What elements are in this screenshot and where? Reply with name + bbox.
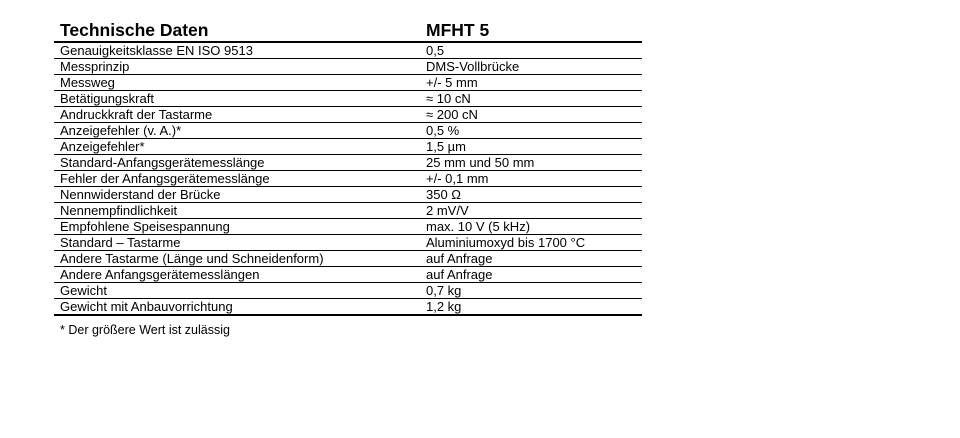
spec-label: Anzeigefehler* <box>60 139 145 154</box>
spec-label: Gewicht mit Anbauvorrichtung <box>60 299 233 314</box>
spec-label: Gewicht <box>60 283 107 298</box>
spec-label: Betätigungskraft <box>60 91 154 106</box>
spec-value: 25 mm und 50 mm <box>426 155 535 170</box>
spec-label: Nennempfindlichkeit <box>60 203 178 218</box>
table-row <box>54 107 642 123</box>
table-row <box>54 139 642 155</box>
table-row <box>54 155 642 171</box>
table-row <box>54 235 642 251</box>
table-row <box>54 203 642 219</box>
table-row <box>54 43 642 59</box>
spec-value: ≈ 200 cN <box>426 107 478 122</box>
table-row <box>54 283 642 299</box>
spec-value: 2 mV/V <box>426 203 469 218</box>
spec-value: max. 10 V (5 kHz) <box>426 219 531 234</box>
table-row <box>54 91 642 107</box>
spec-value: 350 Ω <box>426 187 462 202</box>
spec-value: 0,7 kg <box>426 283 462 298</box>
spec-label: Empfohlene Speisespannung <box>60 219 230 234</box>
spec-label: Fehler der Anfangsgerätemesslänge <box>60 171 270 186</box>
spec-label: Anzeigefehler (v. A.)* <box>60 123 182 138</box>
spec-value: ≈ 10 cN <box>426 91 471 106</box>
spec-label: Standard – Tastarme <box>60 235 181 250</box>
table-row <box>54 251 642 267</box>
table-row <box>54 299 642 316</box>
technical-data-sheet <box>54 18 642 338</box>
spec-value: DMS-Vollbrücke <box>426 59 520 74</box>
spec-label: Andruckkraft der Tastarme <box>60 107 213 122</box>
footnote: * Der größere Wert ist zulässig <box>60 323 230 337</box>
spec-value: 1,2 kg <box>426 299 462 314</box>
spec-value: +/- 0,1 mm <box>426 171 489 186</box>
spec-value: +/- 5 mm <box>426 75 478 90</box>
table-row <box>54 59 642 75</box>
spec-label: Messweg <box>60 75 115 90</box>
spec-value: 1,5 µm <box>426 139 467 154</box>
table-row <box>54 219 642 235</box>
spec-value: 0,5 % <box>426 123 460 138</box>
table-row <box>54 267 642 283</box>
spec-value: auf Anfrage <box>426 251 493 266</box>
spec-label: Andere Anfangsgerätemesslängen <box>60 267 260 282</box>
model-title: MFHT 5 <box>426 20 490 40</box>
spec-label: Nennwiderstand der Brücke <box>60 187 221 202</box>
table-row <box>54 171 642 187</box>
table-row <box>54 123 642 139</box>
table-title: Technische Daten <box>60 20 209 40</box>
spec-label: Andere Tastarme (Länge und Schneidenform) <box>60 251 324 266</box>
spec-value: auf Anfrage <box>426 267 493 282</box>
table-header <box>54 18 642 43</box>
table-row <box>54 187 642 203</box>
spec-value: Aluminiumoxyd bis 1700 °C <box>426 235 586 250</box>
spec-label: Genauigkeitsklasse EN ISO 9513 <box>60 43 253 58</box>
table-row <box>54 75 642 91</box>
spec-value: 0,5 <box>426 43 445 58</box>
spec-label: Standard-Anfangsgerätemesslänge <box>60 155 265 170</box>
spec-label: Messprinzip <box>60 59 130 74</box>
